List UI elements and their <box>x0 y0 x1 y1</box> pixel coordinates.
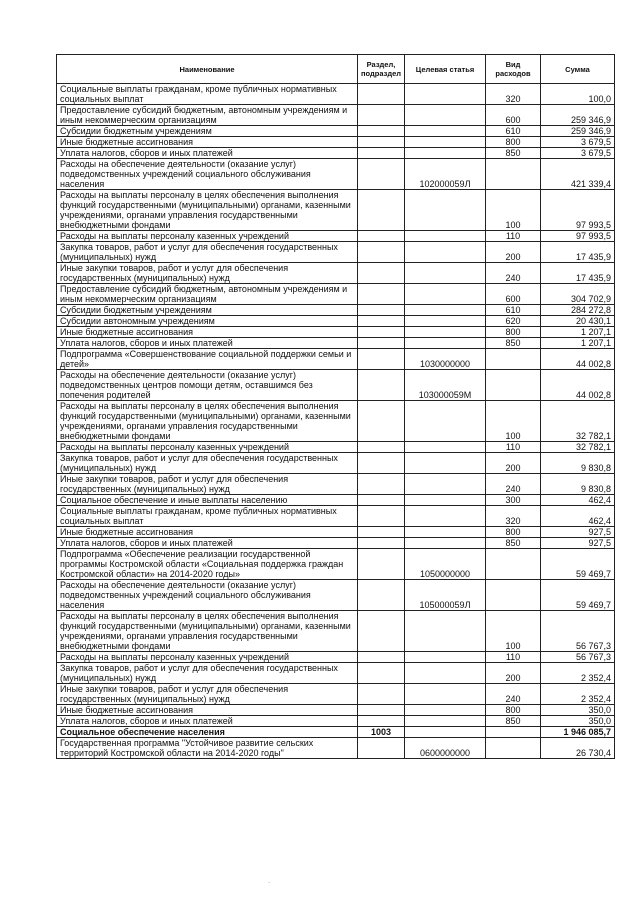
header-target: Целевая статья <box>405 55 486 84</box>
row-name: Уплата налогов, сборов и иных платежей <box>57 148 358 159</box>
table-body <box>57 84 615 759</box>
row-name: Расходы на выплаты персоналу в целях обеспечения выполнения функций государственными (муниципальными) органами, казенными учреждениями, органами управления государственными внебюджетными фондами <box>57 190 358 231</box>
row-type <box>486 349 541 370</box>
row-sum: 304 702,9 <box>541 284 615 305</box>
row-name: Расходы на выплаты персоналу в целях обеспечения выполнения функций государственными (муниципальными) органами, казенными учреждениями, органами управления государственными внебюджетными фондами <box>57 611 358 652</box>
row-name: Социальное обеспечение населения <box>57 727 358 738</box>
row-section <box>358 263 405 284</box>
row-target <box>405 338 486 349</box>
row-type <box>486 159 541 190</box>
table-row <box>57 148 615 159</box>
row-section <box>358 506 405 527</box>
table-row <box>57 442 615 453</box>
row-section <box>358 611 405 652</box>
row-sum: 259 346,9 <box>541 105 615 126</box>
row-target <box>405 263 486 284</box>
row-sum: 1 207,1 <box>541 327 615 338</box>
row-name: Закупка товаров, работ и услуг для обеспечения государственных (муниципальных) нужд <box>57 242 358 263</box>
table-row <box>57 284 615 305</box>
row-target <box>405 305 486 316</box>
row-target: 1030000000 <box>405 349 486 370</box>
row-target <box>405 611 486 652</box>
budget-table-page <box>56 54 614 759</box>
row-section <box>358 327 405 338</box>
table-row <box>57 231 615 242</box>
row-section <box>358 442 405 453</box>
table-row <box>57 611 615 652</box>
row-target <box>405 126 486 137</box>
row-section <box>358 148 405 159</box>
row-section <box>358 159 405 190</box>
row-section <box>358 738 405 759</box>
row-sum: 462,4 <box>541 495 615 506</box>
row-target <box>405 716 486 727</box>
row-target <box>405 538 486 549</box>
row-target <box>405 506 486 527</box>
row-sum: 9 830,8 <box>541 453 615 474</box>
row-section <box>358 705 405 716</box>
header-section: Раздел, подраздел <box>358 55 405 84</box>
row-name: Субсидии бюджетным учреждениям <box>57 305 358 316</box>
table-row <box>57 705 615 716</box>
row-name: Подпрограмма «Обеспечение реализации государственной программы Костромской области «Социальная поддержка граждан Костромской области» на 2014-2020 годы» <box>57 549 358 580</box>
row-target: 102000059Л <box>405 159 486 190</box>
row-target <box>405 231 486 242</box>
row-sum: 59 469,7 <box>541 549 615 580</box>
row-target <box>405 727 486 738</box>
row-name: Уплата налогов, сборов и иных платежей <box>57 538 358 549</box>
header-name: Наименование <box>57 55 358 84</box>
table-row <box>57 105 615 126</box>
row-sum: 3 679,5 <box>541 137 615 148</box>
row-section <box>358 580 405 611</box>
row-section <box>358 105 405 126</box>
table-row <box>57 338 615 349</box>
row-sum: 259 346,9 <box>541 126 615 137</box>
row-name: Расходы на выплаты персоналу казенных учреждений <box>57 442 358 453</box>
row-type: 200 <box>486 663 541 684</box>
table-row <box>57 126 615 137</box>
row-name: Социальные выплаты гражданам, кроме публичных нормативных социальных выплат <box>57 506 358 527</box>
row-name: Закупка товаров, работ и услуг для обеспечения государственных (муниципальных) нужд <box>57 453 358 474</box>
row-type: 240 <box>486 474 541 495</box>
row-type: 110 <box>486 231 541 242</box>
row-sum: 32 782,1 <box>541 401 615 442</box>
row-section <box>358 231 405 242</box>
row-type <box>486 738 541 759</box>
row-name: Расходы на обеспечение деятельности (оказание услуг) подведомственных учреждений социального обслуживания населения <box>57 580 358 611</box>
row-target: 103000059М <box>405 370 486 401</box>
row-sum: 56 767,3 <box>541 652 615 663</box>
row-type: 620 <box>486 316 541 327</box>
row-sum: 2 352,4 <box>541 684 615 705</box>
row-target <box>405 190 486 231</box>
row-name: Закупка товаров, работ и услуг для обеспечения государственных (муниципальных) нужд <box>57 663 358 684</box>
row-section <box>358 453 405 474</box>
row-sum: 927,5 <box>541 527 615 538</box>
page-mark: . <box>268 876 271 885</box>
row-type: 800 <box>486 527 541 538</box>
table-row <box>57 190 615 231</box>
row-target <box>405 684 486 705</box>
row-target <box>405 284 486 305</box>
row-type: 800 <box>486 327 541 338</box>
row-type: 850 <box>486 716 541 727</box>
row-section <box>358 126 405 137</box>
row-name: Иные бюджетные ассигнования <box>57 327 358 338</box>
row-name: Предоставление субсидий бюджетным, автономным учреждениям и иным некоммерческим организациям <box>57 105 358 126</box>
row-sum: 350,0 <box>541 705 615 716</box>
row-sum: 17 435,9 <box>541 242 615 263</box>
table-row <box>57 506 615 527</box>
row-name: Расходы на обеспечение деятельности (оказание услуг) подведомственных учреждений социального обслуживания населения <box>57 159 358 190</box>
row-target <box>405 663 486 684</box>
row-target <box>405 327 486 338</box>
row-sum: 100,0 <box>541 84 615 105</box>
row-section <box>358 401 405 442</box>
row-sum: 927,5 <box>541 538 615 549</box>
row-sum: 9 830,8 <box>541 474 615 495</box>
row-section <box>358 242 405 263</box>
row-sum: 56 767,3 <box>541 611 615 652</box>
row-type: 240 <box>486 684 541 705</box>
row-section <box>358 137 405 148</box>
row-type: 600 <box>486 105 541 126</box>
table-row <box>57 738 615 759</box>
table-row <box>57 495 615 506</box>
table-row <box>57 549 615 580</box>
row-name: Уплата налогов, сборов и иных платежей <box>57 338 358 349</box>
table-row <box>57 137 615 148</box>
row-section: 1003 <box>358 727 405 738</box>
row-type: 200 <box>486 242 541 263</box>
row-type: 800 <box>486 137 541 148</box>
row-type: 110 <box>486 442 541 453</box>
row-type: 110 <box>486 652 541 663</box>
table-row <box>57 663 615 684</box>
row-sum: 26 730,4 <box>541 738 615 759</box>
table-row <box>57 401 615 442</box>
row-sum: 44 002,8 <box>541 349 615 370</box>
row-name: Иные бюджетные ассигнования <box>57 705 358 716</box>
row-sum: 462,4 <box>541 506 615 527</box>
row-type: 850 <box>486 538 541 549</box>
row-type: 100 <box>486 401 541 442</box>
row-name: Расходы на обеспечение деятельности (оказание услуг) подведомственных центров помощи детям, оставшимся без попечения родителей <box>57 370 358 401</box>
row-sum: 32 782,1 <box>541 442 615 453</box>
row-section <box>358 338 405 349</box>
row-sum: 59 469,7 <box>541 580 615 611</box>
row-type: 100 <box>486 190 541 231</box>
row-section <box>358 663 405 684</box>
table-row <box>57 84 615 105</box>
row-target <box>405 242 486 263</box>
row-target <box>405 316 486 327</box>
row-type: 100 <box>486 611 541 652</box>
row-type: 300 <box>486 495 541 506</box>
row-section <box>358 370 405 401</box>
row-target: 105000059Л <box>405 580 486 611</box>
row-type <box>486 370 541 401</box>
table-row <box>57 652 615 663</box>
row-sum: 421 339,4 <box>541 159 615 190</box>
row-section <box>358 349 405 370</box>
row-section <box>358 652 405 663</box>
table-row <box>57 684 615 705</box>
table-row <box>57 538 615 549</box>
row-type <box>486 549 541 580</box>
row-name: Социальные выплаты гражданам, кроме публичных нормативных социальных выплат <box>57 84 358 105</box>
row-target <box>405 474 486 495</box>
header-type: Вид расходов <box>486 55 541 84</box>
row-sum: 97 993,5 <box>541 231 615 242</box>
row-name: Подпрограмма «Совершенствование социальной поддержки семьи и детей» <box>57 349 358 370</box>
row-name: Расходы на выплаты персоналу казенных учреждений <box>57 231 358 242</box>
row-target <box>405 401 486 442</box>
row-section <box>358 527 405 538</box>
row-sum: 2 352,4 <box>541 663 615 684</box>
table-row <box>57 716 615 727</box>
row-section <box>358 84 405 105</box>
row-target <box>405 652 486 663</box>
row-sum: 17 435,9 <box>541 263 615 284</box>
row-name: Субсидии бюджетным учреждениям <box>57 126 358 137</box>
row-target: 1050000000 <box>405 549 486 580</box>
row-type: 320 <box>486 84 541 105</box>
row-target <box>405 442 486 453</box>
row-target <box>405 84 486 105</box>
table-row <box>57 159 615 190</box>
row-name: Предоставление субсидий бюджетным, автономным учреждениям и иным некоммерческим организациям <box>57 284 358 305</box>
row-section <box>358 538 405 549</box>
row-name: Государственная программа "Устойчивое развитие сельских территорий Костромской области на 2014-2020 годы" <box>57 738 358 759</box>
row-target <box>405 453 486 474</box>
row-sum: 3 679,5 <box>541 148 615 159</box>
row-name: Субсидии автономным учреждениям <box>57 316 358 327</box>
row-section <box>358 316 405 327</box>
row-section <box>358 305 405 316</box>
row-target <box>405 105 486 126</box>
header-sum: Сумма <box>541 55 615 84</box>
row-target: 0600000000 <box>405 738 486 759</box>
row-type <box>486 580 541 611</box>
row-target <box>405 137 486 148</box>
row-name: Расходы на выплаты персоналу казенных учреждений <box>57 652 358 663</box>
table-row <box>57 474 615 495</box>
row-type: 850 <box>486 338 541 349</box>
row-type: 200 <box>486 453 541 474</box>
table-row <box>57 327 615 338</box>
row-name: Уплата налогов, сборов и иных платежей <box>57 716 358 727</box>
row-name: Иные закупки товаров, работ и услуг для обеспечения государственных (муниципальных) нужд <box>57 263 358 284</box>
table-row <box>57 263 615 284</box>
table-row <box>57 242 615 263</box>
row-sum: 284 272,8 <box>541 305 615 316</box>
row-section <box>358 716 405 727</box>
table-header-row <box>57 55 615 84</box>
row-name: Иные бюджетные ассигнования <box>57 527 358 538</box>
table-row <box>57 316 615 327</box>
table-row <box>57 580 615 611</box>
table-row <box>57 370 615 401</box>
table-row <box>57 349 615 370</box>
row-section <box>358 684 405 705</box>
row-target <box>405 148 486 159</box>
row-section <box>358 284 405 305</box>
row-type: 800 <box>486 705 541 716</box>
row-name: Иные бюджетные ассигнования <box>57 137 358 148</box>
row-type <box>486 727 541 738</box>
table-row <box>57 527 615 538</box>
row-sum: 44 002,8 <box>541 370 615 401</box>
row-type: 610 <box>486 305 541 316</box>
row-type: 610 <box>486 126 541 137</box>
row-name: Иные закупки товаров, работ и услуг для обеспечения государственных (муниципальных) нужд <box>57 684 358 705</box>
row-sum: 97 993,5 <box>541 190 615 231</box>
row-type: 850 <box>486 148 541 159</box>
table-row <box>57 453 615 474</box>
budget-table <box>56 54 615 759</box>
row-type: 240 <box>486 263 541 284</box>
row-target <box>405 705 486 716</box>
row-type: 600 <box>486 284 541 305</box>
table-row <box>57 305 615 316</box>
row-sum: 350,0 <box>541 716 615 727</box>
table-row <box>57 727 615 738</box>
row-name: Расходы на выплаты персоналу в целях обеспечения выполнения функций государственными (муниципальными) органами, казенными учреждениями, органами управления государственными внебюджетными фондами <box>57 401 358 442</box>
row-type: 320 <box>486 506 541 527</box>
row-target <box>405 527 486 538</box>
row-name: Социальное обеспечение и иные выплаты населению <box>57 495 358 506</box>
row-section <box>358 495 405 506</box>
row-section <box>358 190 405 231</box>
row-sum: 1 946 085,7 <box>541 727 615 738</box>
row-target <box>405 495 486 506</box>
row-section <box>358 474 405 495</box>
row-section <box>358 549 405 580</box>
row-sum: 1 207,1 <box>541 338 615 349</box>
row-sum: 20 430,1 <box>541 316 615 327</box>
row-name: Иные закупки товаров, работ и услуг для обеспечения государственных (муниципальных) нужд <box>57 474 358 495</box>
